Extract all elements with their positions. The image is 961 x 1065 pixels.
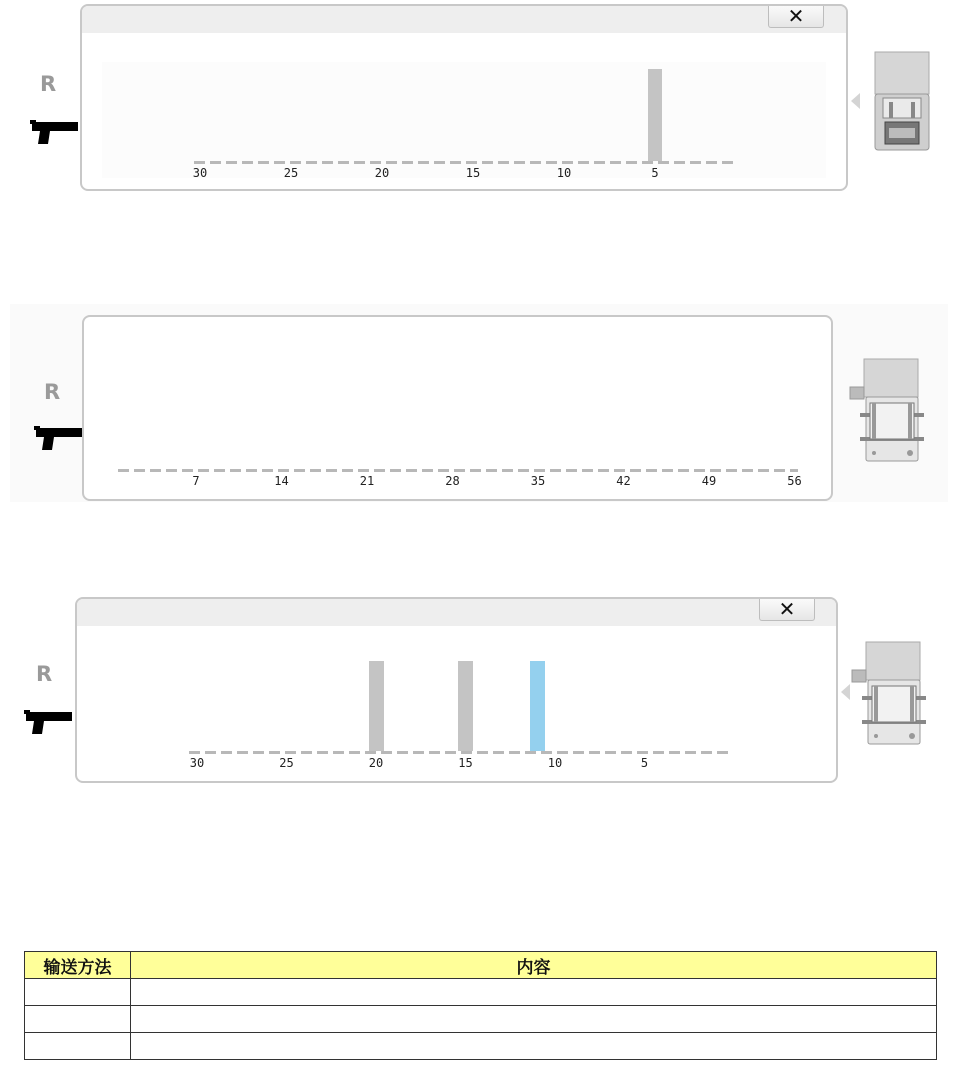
table-row	[25, 1006, 937, 1033]
axis-tick-label: 42	[616, 474, 631, 488]
pistol-icon	[24, 708, 74, 738]
position-bar	[530, 661, 545, 751]
left-arrow-icon	[841, 684, 850, 700]
axis-tick-label: 56	[787, 474, 802, 488]
axis-tick-label: 7	[192, 474, 200, 488]
position-bar	[648, 69, 662, 161]
window-titlebar	[82, 6, 846, 33]
axis-tick-label: 25	[283, 166, 299, 180]
axis-tick-label: 10	[547, 756, 563, 770]
window-titlebar	[77, 599, 836, 626]
closed-unit-icon	[873, 50, 931, 152]
axis-tick-label: 49	[701, 474, 717, 488]
distance-window	[82, 315, 833, 501]
axis-tick-label: 21	[359, 474, 375, 488]
table-cell	[131, 979, 937, 1006]
close-button[interactable]: ✕	[759, 599, 815, 621]
axis-tick-label: 5	[651, 166, 659, 180]
pistol-icon	[30, 118, 80, 148]
side-label-r: R	[36, 662, 53, 686]
table-cell	[25, 1033, 131, 1060]
left-arrow-icon	[851, 93, 860, 109]
table-row	[25, 1033, 937, 1060]
side-label-r: R	[44, 380, 61, 404]
distance-window	[80, 4, 848, 191]
header-transport-method: 输送方法	[25, 952, 131, 979]
dashed-track-line	[118, 469, 798, 472]
side-label-r: R	[40, 72, 57, 96]
axis-tick-label: 25	[279, 756, 294, 770]
distance-window	[75, 597, 838, 783]
transport-method-table	[24, 951, 937, 1060]
position-bar	[369, 661, 384, 751]
header-content: 内容	[131, 952, 937, 979]
open-frame-unit-icon	[850, 640, 928, 748]
axis-tick-label: 5	[640, 756, 649, 770]
position-bar	[458, 661, 473, 751]
table-row	[25, 979, 937, 1006]
table-cell	[131, 1006, 937, 1033]
close-button[interactable]: ✕	[768, 6, 824, 28]
panel-3	[0, 590, 961, 790]
axis-tick-label: 30	[192, 166, 208, 180]
panel-2	[0, 304, 961, 504]
axis-tick-label: 14	[274, 474, 289, 488]
axis-tick-label: 28	[445, 474, 460, 488]
table-cell	[25, 979, 131, 1006]
axis-tick-label: 35	[530, 474, 546, 488]
axis-tick-label: 30	[189, 756, 205, 770]
dashed-track-line	[189, 751, 729, 754]
pistol-icon	[34, 424, 84, 454]
axis-tick-label: 20	[368, 756, 384, 770]
axis-tick-label: 20	[374, 166, 390, 180]
axis-tick-label: 15	[458, 756, 473, 770]
panel-1	[0, 0, 961, 200]
dashed-track-line	[194, 161, 734, 164]
table-cell	[131, 1033, 937, 1060]
open-frame-unit-icon	[848, 357, 926, 465]
axis-tick-label: 15	[465, 166, 481, 180]
axis-tick-label: 10	[556, 166, 572, 180]
table-cell	[25, 1006, 131, 1033]
